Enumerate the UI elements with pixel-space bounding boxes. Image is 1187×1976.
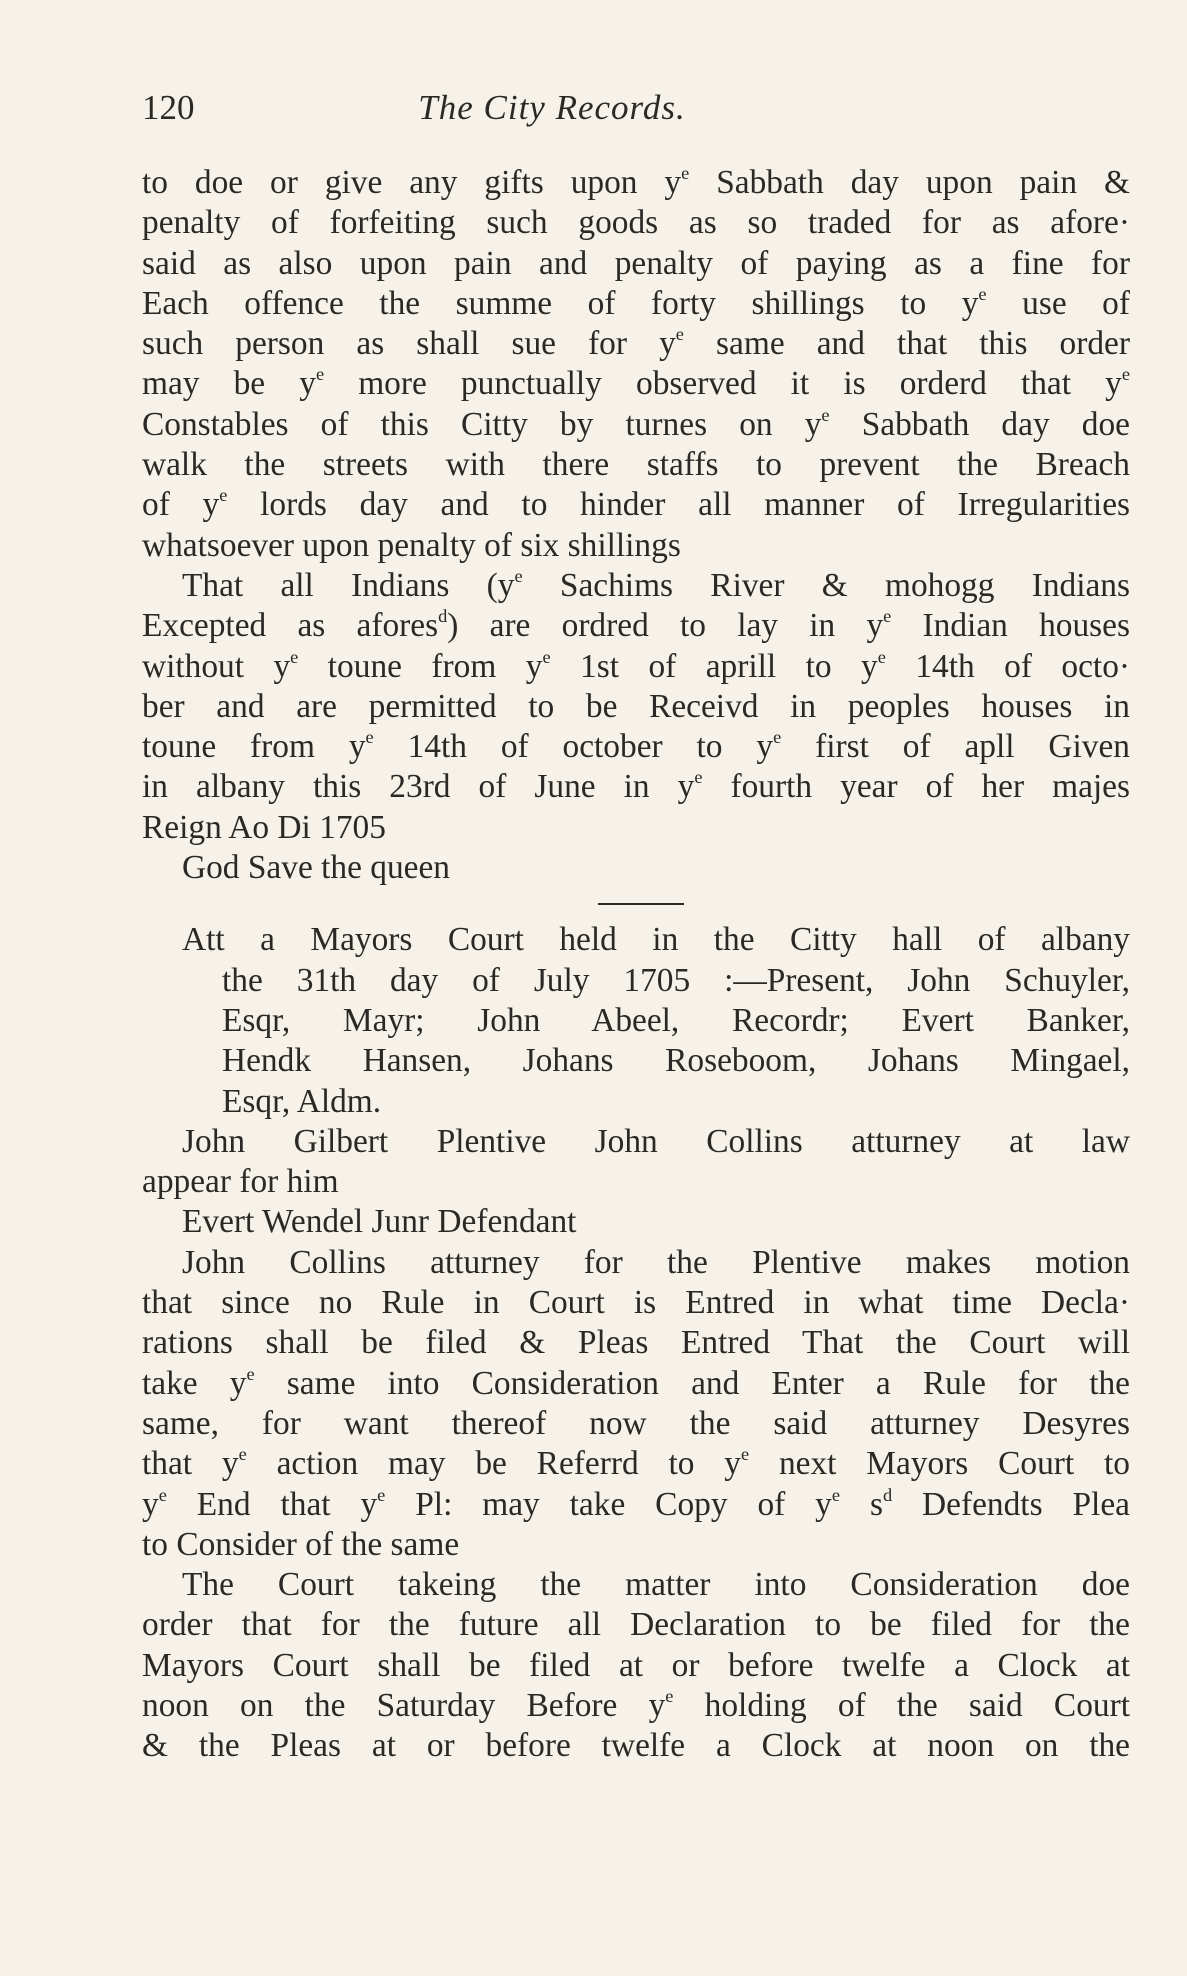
text-line: The Court takeing the matter into Consideration doe (182, 1566, 1130, 1604)
paragraph (142, 1243, 1130, 1565)
text-line: penalty of forfeiting such goods as so traded for as afore· (142, 204, 1130, 242)
text-line: may be $y^e$ more punctually observed it is orderd that $y^e$ (142, 364, 1130, 403)
text-line: that $y^e$ action may be Referrd to $y^e$ next Mayors Court to (142, 1444, 1130, 1483)
text-line: said as also upon pain and penalty of paying as a fine for (142, 244, 1130, 282)
text-line: Constables of this Citty by turnes on $y^e$ Sabbath day doe (142, 405, 1130, 443)
text-line: $y^e$ End that $y^e$ Pl: may take Copy of $y^e$ $s^d$ Defendts Plea (142, 1484, 1130, 1523)
text-line: of $y^e$ lords day and to hinder all manner of Irregularities (142, 485, 1131, 524)
paragraph (142, 163, 1130, 566)
text-line: the 31th day of July 1705 :—Present, John Schuyler, (222, 961, 1130, 999)
section-divider-rule (598, 903, 684, 905)
text-line: toune from $y^e$ 14th of october to $y^e$ first of apll Given (142, 727, 1130, 766)
text-line: Att a Mayors Court held in the Citty hall of albany (182, 921, 1130, 959)
text-line: order that for the future all Declaration to be filed for the (142, 1606, 1130, 1644)
text-line: same, for want thereof now the said atturney Desyres (142, 1404, 1130, 1442)
text-line: that since no Rule in Court is Entred in what time Decla· (142, 1284, 1130, 1322)
paragraph (142, 1565, 1130, 1766)
page-header (142, 88, 1130, 138)
text-line: Mayors Court shall be filed at or before twelfe a Clock at (142, 1646, 1130, 1684)
running-title: The City Records. (418, 88, 686, 127)
text-line: Reign Ao Di 1705 (142, 808, 386, 846)
text-line: to doe or give any gifts upon $y^e$ Sabbath day upon pain & (142, 163, 1130, 201)
text-line: appear for him (142, 1163, 339, 1201)
page-number: 120 (142, 88, 195, 127)
text-line: whatsoever upon penalty of six shillings (142, 526, 681, 564)
text-line: John Collins atturney for the Plentive makes motion (182, 1243, 1130, 1281)
text-line: God Save the queen (182, 849, 450, 887)
text-line: take $y^e$ same into Consideration and Enter a Rule for the (142, 1363, 1130, 1402)
text-line: Hendk Hansen, Johans Roseboom, Johans Mingael, (222, 1042, 1130, 1080)
text-line: Excepted as afores$^d$) are ordred to lay in $y^e$ Indian houses (142, 606, 1130, 645)
text-line: & the Pleas at or before twelfe a Clock at noon on the (142, 1727, 1130, 1765)
text-line: without $y^e$ toune from $y^e$ 1st of aprill to $y^e$ 14th of octo· (142, 646, 1131, 685)
text-line: rations shall be filed & Pleas Entred That the Court will (142, 1324, 1130, 1362)
text-line: in albany this 23rd of June in $y^e$ fourth year of her majes (142, 767, 1130, 806)
text-line: Esqr, Mayr; John Abeel, Recordr; Evert Banker, (222, 1001, 1130, 1039)
text-line: Esqr, Aldm. (222, 1082, 382, 1120)
text-line: walk the streets with there staffs to prevent the Breach (142, 446, 1130, 484)
page-body-text (142, 163, 1130, 1767)
text-line: to Consider of the same (142, 1525, 460, 1563)
text-line: noon on the Saturday Before $y^e$ holding of the said Court (142, 1686, 1130, 1724)
text-line: such person as shall sue for $y^e$ same and that this order (142, 324, 1130, 363)
text-line: ber and are permitted to be Receivd in peoples houses in (142, 687, 1130, 725)
paragraph (142, 1122, 1130, 1203)
paragraph (142, 848, 1130, 888)
text-line: That all Indians ($y^e$ Sachims River & mohogg Indians (182, 566, 1130, 604)
text-line: John Gilbert Plentive John Collins atturney at law (182, 1122, 1130, 1160)
paragraph (142, 1202, 1130, 1242)
paragraph (142, 920, 1130, 1121)
text-line: Each offence the summe of forty shillings to $y^e$ use of (142, 284, 1130, 322)
paragraph (142, 566, 1130, 848)
text-line: Evert Wendel Junr Defendant (182, 1203, 577, 1241)
